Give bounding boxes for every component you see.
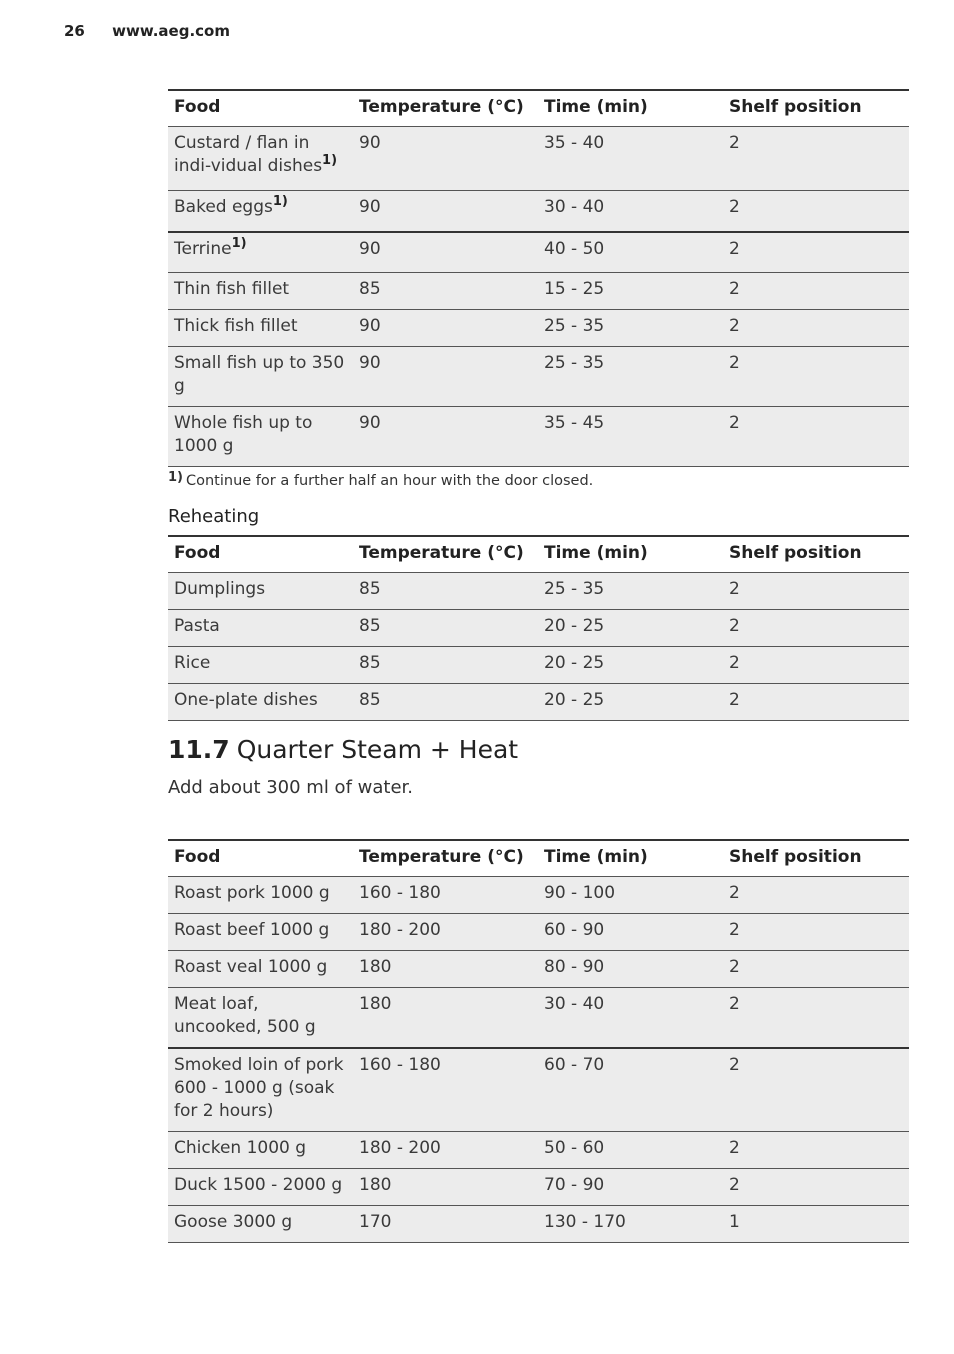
cell-shelf: 2 [723, 877, 909, 914]
col-temperature: Temperature (°C) [353, 90, 538, 127]
cell-shelf: 2 [723, 310, 909, 347]
cell-time: 25 - 35 [538, 310, 723, 347]
col-food: Food [168, 536, 353, 573]
table-row [168, 1169, 909, 1206]
table-row [168, 347, 909, 407]
cell-food: Roast pork 1000 g [168, 877, 353, 914]
table-row [168, 273, 909, 310]
cell-temperature: 85 [353, 684, 538, 721]
cell-shelf: 2 [723, 347, 909, 407]
cell-temperature: 90 [353, 232, 538, 273]
cell-food: Roast beef 1000 g [168, 914, 353, 951]
col-temperature: Temperature (°C) [353, 536, 538, 573]
cell-temperature: 180 - 200 [353, 1132, 538, 1169]
cell-time: 20 - 25 [538, 647, 723, 684]
cell-time: 80 - 90 [538, 951, 723, 988]
cell-shelf: 2 [723, 1169, 909, 1206]
cell-shelf: 2 [723, 951, 909, 988]
cell-time: 40 - 50 [538, 232, 723, 273]
cell-shelf: 2 [723, 988, 909, 1049]
cell-food: Small fish up to 350 g [168, 347, 353, 407]
col-shelf: Shelf position [723, 840, 909, 877]
page-number: 26 [64, 22, 85, 40]
col-shelf: Shelf position [723, 90, 909, 127]
cell-temperature: 180 [353, 988, 538, 1049]
cell-time: 60 - 90 [538, 914, 723, 951]
page-header [64, 22, 230, 40]
section-heading [168, 735, 518, 764]
cell-shelf: 2 [723, 610, 909, 647]
cell-time: 35 - 40 [538, 127, 723, 191]
footnote-mark: 1) [168, 470, 183, 485]
col-time: Time (min) [538, 840, 723, 877]
cell-shelf: 2 [723, 647, 909, 684]
cell-temperature: 170 [353, 1206, 538, 1243]
table-row [168, 647, 909, 684]
cell-food: Chicken 1000 g [168, 1132, 353, 1169]
cell-temperature: 180 [353, 1169, 538, 1206]
cell-time: 15 - 25 [538, 273, 723, 310]
col-food: Food [168, 840, 353, 877]
cell-temperature: 85 [353, 273, 538, 310]
cell-time: 35 - 45 [538, 407, 723, 467]
cell-food: Thin fish fillet [168, 273, 353, 310]
website-url: www.aeg.com [112, 22, 230, 40]
cell-food: Custard / flan in indi-vidual dishes$^{1)}$ [168, 127, 353, 191]
cell-shelf: 2 [723, 273, 909, 310]
cell-shelf: 2 [723, 914, 909, 951]
section-intro: Add about 300 ml of water. [168, 777, 413, 798]
cell-food: Rice [168, 647, 353, 684]
table-row [168, 988, 909, 1049]
cell-time: 25 - 35 [538, 573, 723, 610]
cell-food: Roast veal 1000 g [168, 951, 353, 988]
cell-food: Dumplings [168, 573, 353, 610]
cell-food: Meat loaf, uncooked, 500 g [168, 988, 353, 1049]
cell-temperature: 85 [353, 610, 538, 647]
section-number: 11.7 [168, 735, 230, 764]
col-food: Food [168, 90, 353, 127]
cell-shelf: 2 [723, 1132, 909, 1169]
cell-temperature: 180 [353, 951, 538, 988]
cell-temperature: 90 [353, 191, 538, 232]
cell-food: Whole fish up to 1000 g [168, 407, 353, 467]
table-row [168, 1132, 909, 1169]
cell-shelf: 2 [723, 232, 909, 273]
footnote-ref: 1) [231, 235, 247, 251]
cell-temperature: 90 [353, 407, 538, 467]
col-time: Time (min) [538, 536, 723, 573]
cell-food: Duck 1500 - 2000 g [168, 1169, 353, 1206]
cell-time: 25 - 35 [538, 347, 723, 407]
table-row [168, 1048, 909, 1132]
cell-shelf: 2 [723, 1048, 909, 1132]
footnote-ref: 1) [272, 194, 288, 209]
cell-food: Smoked loin of pork 600 - 1000 g (soak for 2 hours) [168, 1048, 353, 1132]
table-row [168, 1206, 909, 1243]
col-temperature: Temperature (°C) [353, 840, 538, 877]
cell-food: Goose 3000 g [168, 1206, 353, 1243]
table-row [168, 877, 909, 914]
table-header-row [168, 90, 909, 127]
footnote [168, 470, 593, 489]
table-row [168, 310, 909, 347]
table-row [168, 232, 909, 273]
cell-temperature: 90 [353, 347, 538, 407]
table-header-row [168, 840, 909, 877]
cell-time: 130 - 170 [538, 1206, 723, 1243]
quarter-steam-table [168, 839, 909, 1243]
cell-time: 60 - 70 [538, 1048, 723, 1132]
cell-temperature: 90 [353, 127, 538, 191]
table-row [168, 573, 909, 610]
cell-time: 30 - 40 [538, 988, 723, 1049]
cell-time: 30 - 40 [538, 191, 723, 232]
steam-table [168, 89, 909, 467]
cell-shelf: 2 [723, 127, 909, 191]
col-shelf: Shelf position [723, 536, 909, 573]
col-time: Time (min) [538, 90, 723, 127]
reheating-heading: Reheating [168, 506, 260, 527]
table-row [168, 684, 909, 721]
cell-temperature: 160 - 180 [353, 877, 538, 914]
footnote-ref: 1) [322, 153, 338, 168]
cell-temperature: 85 [353, 647, 538, 684]
cell-food: Terrine$^{1)}$ [168, 232, 353, 273]
table-header-row [168, 536, 909, 573]
table-row [168, 407, 909, 467]
cell-shelf: 2 [723, 684, 909, 721]
cell-time: 20 - 25 [538, 684, 723, 721]
cell-temperature: 180 - 200 [353, 914, 538, 951]
cell-temperature: 160 - 180 [353, 1048, 538, 1132]
cell-food: Thick fish fillet [168, 310, 353, 347]
cell-shelf: 2 [723, 407, 909, 467]
table-row [168, 951, 909, 988]
cell-shelf: 2 [723, 191, 909, 232]
cell-temperature: 85 [353, 573, 538, 610]
table-row [168, 127, 909, 191]
table-row [168, 610, 909, 647]
cell-time: 70 - 90 [538, 1169, 723, 1206]
reheating-table [168, 535, 909, 721]
cell-shelf: 2 [723, 573, 909, 610]
cell-food: Pasta [168, 610, 353, 647]
cell-food: Baked eggs$^{1)}$ [168, 191, 353, 232]
cell-food: One-plate dishes [168, 684, 353, 721]
cell-time: 50 - 60 [538, 1132, 723, 1169]
cell-temperature: 90 [353, 310, 538, 347]
cell-time: 90 - 100 [538, 877, 723, 914]
table-row [168, 191, 909, 232]
cell-shelf: 1 [723, 1206, 909, 1243]
footnote-text: Continue for a further half an hour with the door closed. [186, 473, 594, 489]
cell-time: 20 - 25 [538, 610, 723, 647]
table-row [168, 914, 909, 951]
section-title: Quarter Steam + Heat [236, 735, 519, 764]
